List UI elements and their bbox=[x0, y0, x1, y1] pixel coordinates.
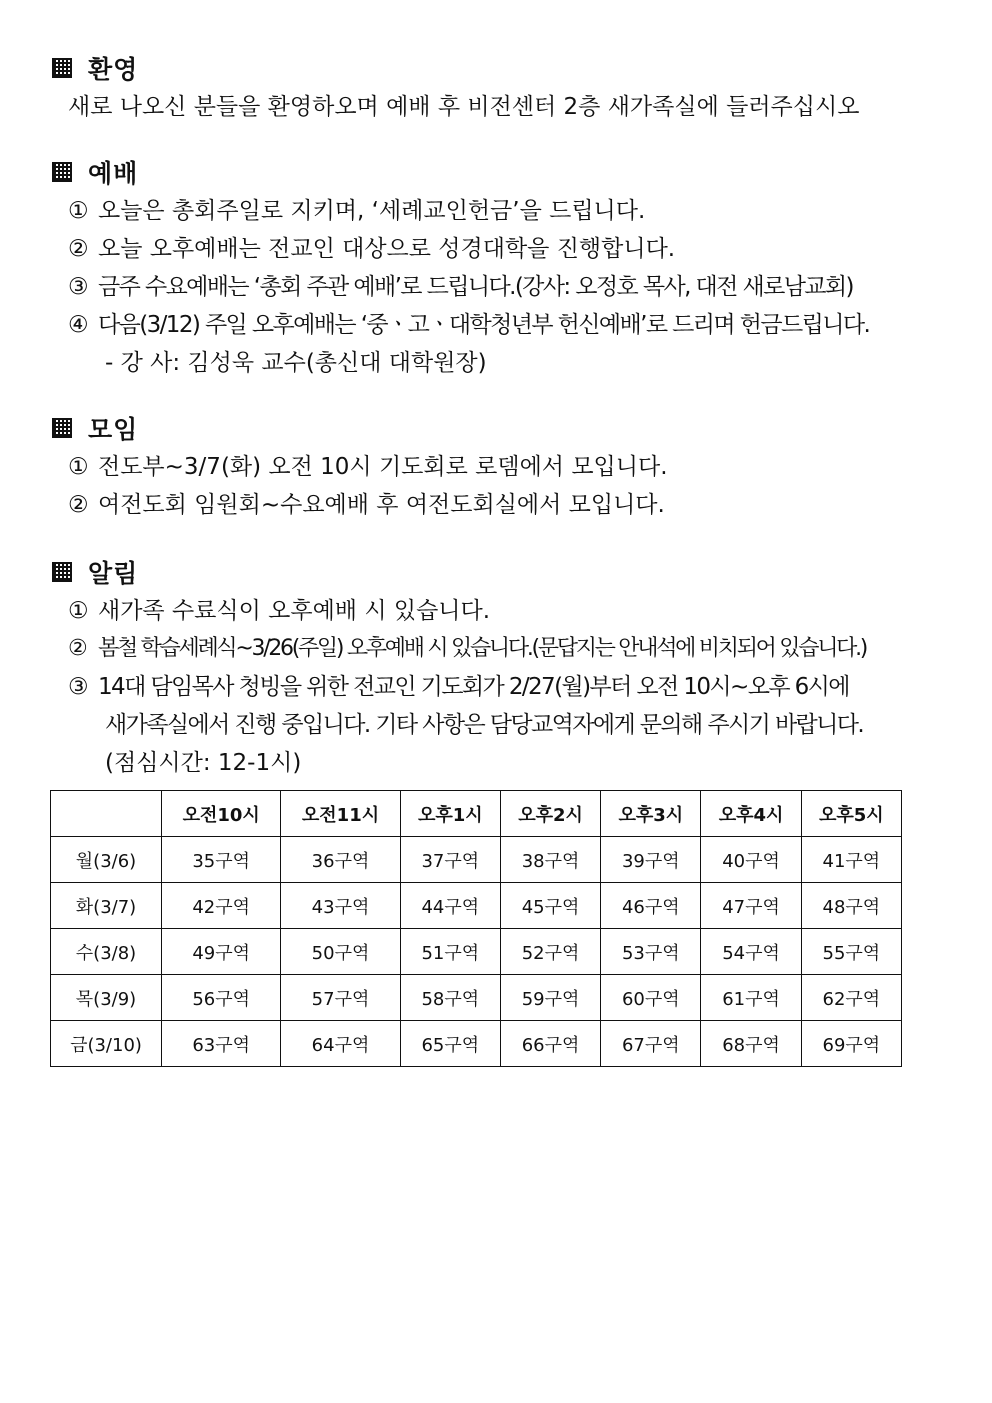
table-header-cell: 오후3시 bbox=[601, 791, 701, 837]
meeting-item-2 bbox=[50, 486, 950, 524]
day-cell: 금(3/10) bbox=[51, 1021, 162, 1067]
table-cell: 60구역 bbox=[601, 975, 701, 1021]
item-text: 새가족 수료식이 오후예배 시 있습니다. bbox=[98, 598, 491, 624]
item-text: 오늘은 총회주일로 지키며, ‘세례교인헌금’을 드립니다. bbox=[98, 198, 646, 224]
table-cell: 58구역 bbox=[400, 975, 500, 1021]
worship-item-3 bbox=[50, 268, 950, 306]
table-cell: 41구역 bbox=[801, 837, 901, 883]
worship-title: 예배 bbox=[88, 159, 139, 188]
hatched-square-icon bbox=[52, 162, 72, 182]
item-text: 14대 담임목사 청빙을 위한 전교인 기도회가 2/27(월)부터 오전 10시~오후 6시에 bbox=[98, 674, 849, 700]
table-cell: 67구역 bbox=[601, 1021, 701, 1067]
table-row bbox=[51, 837, 902, 883]
welcome-heading bbox=[50, 48, 950, 88]
table-cell: 68구역 bbox=[701, 1021, 801, 1067]
table-cell: 62구역 bbox=[801, 975, 901, 1021]
table-cell: 65구역 bbox=[400, 1021, 500, 1067]
table-header-cell: 오후5시 bbox=[801, 791, 901, 837]
table-cell: 47구역 bbox=[701, 883, 801, 929]
notice-heading bbox=[50, 552, 950, 592]
table-cell: 59구역 bbox=[500, 975, 600, 1021]
table-cell: 44구역 bbox=[400, 883, 500, 929]
item-number: ② bbox=[68, 492, 89, 518]
item-number: ① bbox=[68, 598, 89, 624]
worship-item-1 bbox=[50, 192, 950, 230]
table-cell: 69구역 bbox=[801, 1021, 901, 1067]
table-cell: 64구역 bbox=[281, 1021, 400, 1067]
meeting-heading bbox=[50, 408, 950, 448]
table-header-cell: 오후1시 bbox=[400, 791, 500, 837]
table-header-cell: 오전11시 bbox=[281, 791, 400, 837]
table-cell: 43구역 bbox=[281, 883, 400, 929]
table-cell: 53구역 bbox=[601, 929, 701, 975]
table-cell: 54구역 bbox=[701, 929, 801, 975]
item-text: 여전도회 임원회~수요예배 후 여전도회실에서 모입니다. bbox=[98, 492, 665, 518]
day-cell: 월(3/6) bbox=[51, 837, 162, 883]
table-cell: 66구역 bbox=[500, 1021, 600, 1067]
item-number: ③ bbox=[68, 674, 88, 700]
table-row bbox=[51, 929, 902, 975]
table-cell: 57구역 bbox=[281, 975, 400, 1021]
worship-item-2 bbox=[50, 230, 950, 268]
table-row bbox=[51, 1021, 902, 1067]
notice-title: 알림 bbox=[88, 559, 139, 588]
table-cell: 40구역 bbox=[701, 837, 801, 883]
table-cell: 46구역 bbox=[601, 883, 701, 929]
notice-item-3-continued: 새가족실에서 진행 중입니다. 기타 사항은 담당교역자에게 문의해 주시기 바랍니다. bbox=[105, 712, 864, 738]
table-cell: 35구역 bbox=[162, 837, 281, 883]
day-cell: 목(3/9) bbox=[51, 975, 162, 1021]
item-number: ④ bbox=[68, 312, 88, 338]
table-cell: 52구역 bbox=[500, 929, 600, 975]
hatched-square-icon bbox=[52, 562, 72, 582]
table-cell: 36구역 bbox=[281, 837, 400, 883]
worship-item-4 bbox=[50, 306, 950, 344]
table-header-cell: 오후4시 bbox=[701, 791, 801, 837]
table-cell: 50구역 bbox=[281, 929, 400, 975]
table-cell: 45구역 bbox=[500, 883, 600, 929]
welcome-title: 환영 bbox=[88, 55, 139, 84]
notice-section bbox=[50, 552, 950, 782]
table-header-cell: 오후2시 bbox=[500, 791, 600, 837]
item-text: 봄철 학습세례식~3/26(주일) 오후예배 시 있습니다.(문답지는 안내석에 비치되어 있습니다.) bbox=[98, 636, 867, 661]
item-text: 전도부~3/7(화) 오전 10시 기도회로 로뎀에서 모입니다. bbox=[98, 454, 668, 480]
day-cell: 수(3/8) bbox=[51, 929, 162, 975]
hatched-square-icon bbox=[52, 58, 72, 78]
item-number: ② bbox=[68, 236, 89, 262]
table-cell: 55구역 bbox=[801, 929, 901, 975]
table-cell: 61구역 bbox=[701, 975, 801, 1021]
hatched-square-icon bbox=[52, 418, 72, 438]
table-row bbox=[51, 975, 902, 1021]
notice-item-1 bbox=[50, 592, 950, 630]
item-text: 다음(3/12) 주일 오후예배는 ‘중ㆍ고ㆍ대학청년부 헌신예배’로 드리며 헌금드립니다. bbox=[98, 312, 870, 338]
worship-section bbox=[50, 152, 950, 382]
item-number: ③ bbox=[68, 274, 88, 300]
notice-item-3 bbox=[50, 668, 950, 706]
item-number: ② bbox=[68, 636, 86, 661]
table-cell: 63구역 bbox=[162, 1021, 281, 1067]
item-number: ① bbox=[68, 198, 89, 224]
table-cell: 51구역 bbox=[400, 929, 500, 975]
table-row bbox=[51, 883, 902, 929]
table-header-row bbox=[51, 791, 902, 837]
table-cell: 48구역 bbox=[801, 883, 901, 929]
meeting-item-1 bbox=[50, 448, 950, 486]
table-header-cell: 오전10시 bbox=[162, 791, 281, 837]
table-cell: 39구역 bbox=[601, 837, 701, 883]
table-cell: 38구역 bbox=[500, 837, 600, 883]
meeting-section bbox=[50, 408, 950, 524]
meeting-title: 모임 bbox=[88, 415, 139, 444]
item-number: ① bbox=[68, 454, 89, 480]
table-cell: 56구역 bbox=[162, 975, 281, 1021]
worship-speaker-note: - 강 사: 김성욱 교수(총신대 대학원장) bbox=[105, 350, 487, 376]
table-cell: 42구역 bbox=[162, 883, 281, 929]
notice-item-2 bbox=[50, 630, 950, 668]
table-cell: 37구역 bbox=[400, 837, 500, 883]
table-header-cell bbox=[51, 791, 162, 837]
welcome-section bbox=[50, 48, 950, 126]
item-text: 금주 수요예배는 ‘총회 주관 예배’로 드립니다.(강사: 오정호 목사, 대전 새로남교회) bbox=[98, 274, 853, 300]
worship-heading bbox=[50, 152, 950, 192]
lunch-time-note: (점심시간: 12-1시) bbox=[105, 750, 302, 776]
welcome-text: 새로 나오신 분들을 환영하오며 예배 후 비전센터 2층 새가족실에 들러주십시오 bbox=[68, 94, 860, 120]
district-schedule-table bbox=[50, 790, 902, 1067]
table-cell: 49구역 bbox=[162, 929, 281, 975]
item-text: 오늘 오후예배는 전교인 대상으로 성경대학을 진행합니다. bbox=[98, 236, 676, 262]
day-cell: 화(3/7) bbox=[51, 883, 162, 929]
